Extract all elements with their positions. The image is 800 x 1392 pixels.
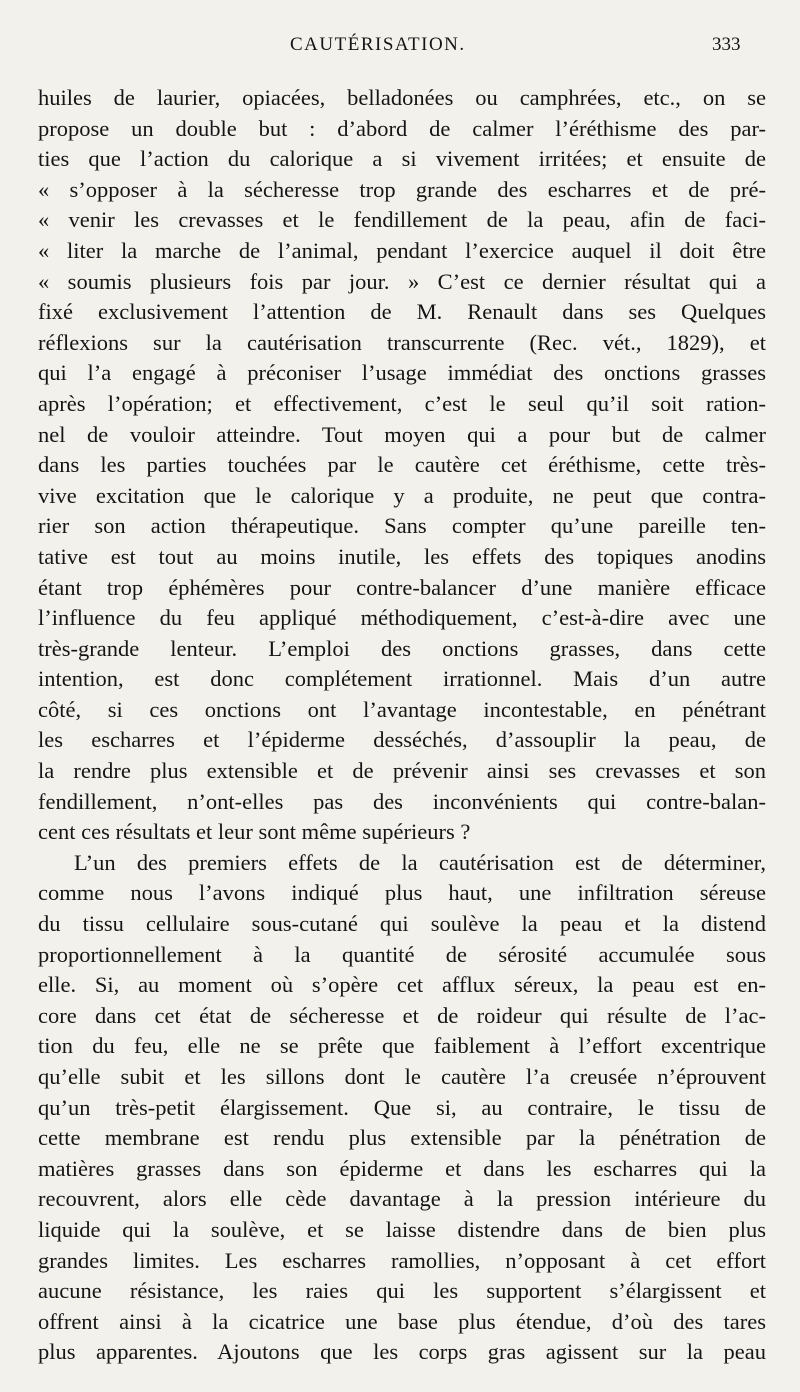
text-line: rier son action thérapeutique. Sans compter qu’une pareille ten-: [38, 513, 766, 539]
text-line: les escharres et l’épiderme desséchés, d’assouplir la peau, de: [38, 727, 766, 753]
text-line: plus apparentes. Ajoutons que les corps gras agissent sur la peau: [38, 1339, 766, 1365]
text-line: liquide qui la soulève, et se laisse distendre dans de bien plus: [38, 1216, 766, 1242]
text-line: recouvrent, alors elle cède davantage à la pression intérieure du: [38, 1186, 766, 1212]
text-line: après l’opération; et effectivement, c’est le seul qu’il soit ration-: [38, 390, 766, 416]
running-title: CAUTÉRISATION.: [290, 34, 466, 55]
text-line: étant trop éphémères pour contre-balancer d’une manière efficace: [38, 574, 766, 600]
text-line: cette membrane est rendu plus extensible par la pénétration de: [38, 1125, 766, 1151]
text-line: « s’opposer à la sécheresse trop grande des escharres et de pré-: [38, 176, 766, 202]
text-line: côté, si ces onctions ont l’avantage incontestable, en pénétrant: [38, 696, 766, 722]
text-line: fixé exclusivement l’attention de M. Renault dans ses Quelques: [38, 299, 766, 325]
text-line: L’un des premiers effets de la cautérisation est de déterminer,: [74, 849, 766, 875]
text-line: intention, est donc complétement irrationnel. Mais d’un autre: [38, 666, 766, 692]
text-line: core dans cet état de sécheresse et de roideur qui résulte de l’ac-: [38, 1002, 766, 1028]
text-line: fendillement, n’ont-elles pas des inconvénients qui contre-balan-: [38, 788, 766, 814]
text-line: vive excitation que le calorique y a produite, ne peut que contra-: [38, 482, 766, 508]
text-line: la rendre plus extensible et de prévenir ainsi ses crevasses et son: [38, 758, 766, 784]
text-line: du tissu cellulaire sous-cutané qui soulève la peau et la distend: [38, 911, 766, 937]
text-line: grandes limites. Les escharres ramollies, n’opposant à cet effort: [38, 1247, 766, 1273]
text-line: aucune résistance, les raies qui les supportent s’élargissent et: [38, 1278, 766, 1304]
body-text: [38, 83, 766, 1368]
text-line: qu’elle subit et les sillons dont le cautère l’a creusée n’éprouvent: [38, 1064, 766, 1089]
page-number: 333: [712, 34, 741, 55]
paragraph-1: [38, 83, 766, 848]
text-line: offrent ainsi à la cicatrice une base plus étendue, d’où des tares: [38, 1308, 766, 1334]
text-line: qu’un très-petit élargissement. Que si, au contraire, le tissu de: [38, 1094, 766, 1120]
text-line: « soumis plusieurs fois par jour. » C’est ce dernier résultat qui a: [38, 268, 766, 294]
text-line: propose un double but : d’abord de calmer l’éréthisme des par-: [38, 115, 766, 141]
running-header: [0, 34, 800, 62]
text-line: proportionnellement à la quantité de sérosité accumulée sous: [38, 941, 766, 967]
text-line: huiles de laurier, opiacées, belladonées ou camphrées, etc., on se: [38, 85, 766, 110]
text-line: elle. Si, au moment où s’opère cet afflux séreux, la peau est en-: [38, 972, 766, 998]
text-line: très-grande lenteur. L’emploi des onctions grasses, dans cette: [38, 635, 766, 661]
text-line: nel de vouloir atteindre. Tout moyen qui a pour but de calmer: [38, 421, 766, 447]
text-line: tative est tout au moins inutile, les effets des topiques anodins: [38, 543, 766, 569]
paragraph-2: [38, 848, 766, 1368]
text-line: ties que l’action du calorique a si vivement irritées; et ensuite de: [38, 146, 766, 172]
text-line: dans les parties touchées par le cautère cet éréthisme, cette très-: [38, 452, 766, 478]
text-line: « venir les crevasses et le fendillement de la peau, afin de faci-: [38, 207, 766, 233]
text-line: réflexions sur la cautérisation transcurrente (Rec. vét., 1829), et: [38, 329, 766, 355]
text-line: matières grasses dans son épiderme et dans les escharres qui la: [38, 1155, 766, 1181]
text-line: qui l’a engagé à préconiser l’usage immédiat des onctions grasses: [38, 360, 766, 386]
text-line: comme nous l’avons indiqué plus haut, une infiltration séreuse: [38, 880, 766, 906]
text-line: l’influence du feu appliqué méthodiquement, c’est-à-dire avec une: [38, 605, 766, 631]
text-line: « liter la marche de l’animal, pendant l’exercice auquel il doit être: [38, 237, 766, 263]
text-line: cent ces résultats et leur sont même supérieurs ?: [38, 819, 471, 845]
text-line: tion du feu, elle ne se prête que faiblement à l’effort excentrique: [38, 1033, 766, 1059]
